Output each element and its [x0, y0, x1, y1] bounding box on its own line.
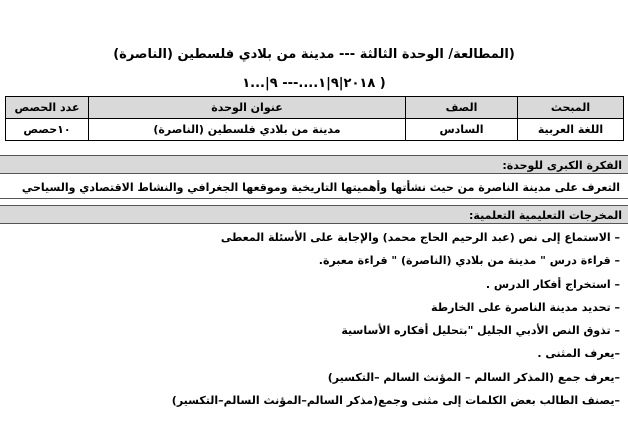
subject-header: المبحث: [518, 97, 624, 119]
table-header-row: [6, 97, 624, 119]
page-title: (المطالعة/ الوحدة الثالثة --- مدينة من بلادي فلسطين (الناصرة): [113, 47, 515, 62]
grade-value: السادس: [406, 119, 518, 141]
date-range: ٢٠١٨|٩|١....--- ٩|...١ ): [242, 76, 386, 91]
outcomes-list: [20, 226, 620, 412]
big-idea-heading: الفكرة الكبرى للوحدة:: [0, 155, 628, 174]
list-item: –يصنف الطالب بعض الكلمات إلى مثنى وجمع(مذكر السالم–المؤنث السالم–التكسير): [171, 394, 620, 408]
outcomes-heading: المخرجات التعليمية التعلمية:: [0, 205, 628, 224]
list-item: –يعرف المثنى .: [537, 347, 620, 361]
lesson-count-header: عدد الحصص: [6, 97, 89, 119]
grade-header: الصف: [406, 97, 518, 119]
unit-info-table: [5, 96, 624, 141]
list-item: – تذوق النص الأدبي الجليل "بتحليل أفكاره الأساسية: [341, 324, 620, 338]
list-item: – استخراج أفكار الدرس .: [485, 277, 620, 291]
lesson-count-value: ١٠حصص: [6, 119, 89, 141]
unit-title-header: عنوان الوحدة: [89, 97, 406, 119]
list-item: – الاستماع إلى نص (عبد الرحيم الحاج محمد) والإجابة على الأسئلة المعطى: [220, 231, 620, 244]
list-item: – تحديد مدينة الناصرة على الخارطة: [431, 300, 620, 314]
unit-title-value: مدينة من بلادي فلسطين (الناصرة): [89, 119, 406, 141]
subject-value: اللغة العربية: [518, 119, 624, 141]
list-item: –يعرف جمع (المذكر السالم – المؤنث السالم –التكسير): [327, 370, 620, 384]
list-item: – قراءة درس " مدينة من بلادي (الناصرة) " قراءة معبرة.: [318, 254, 620, 268]
big-idea-text: التعرف على مدينة الناصرة من حيث نشأتها وأهميتها التاريخية وموقعها الجغرافي والنشاط الاقتصادي والسياحي: [0, 177, 628, 199]
table-row: [6, 119, 624, 141]
